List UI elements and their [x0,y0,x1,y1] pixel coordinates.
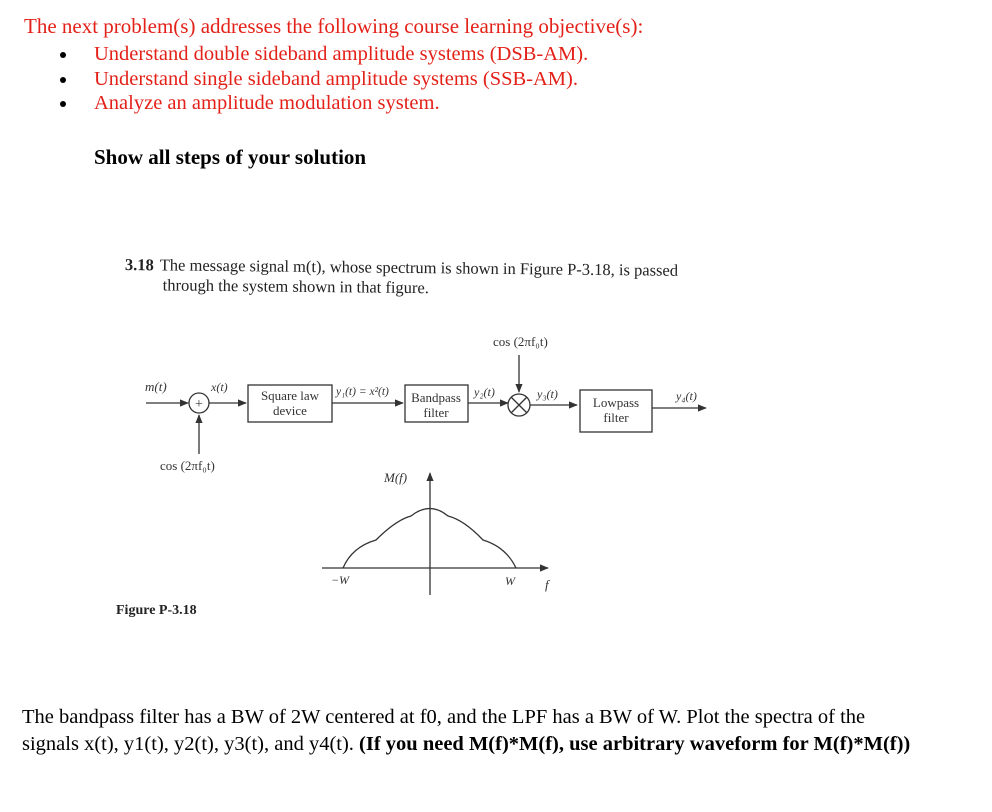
x-label: x(t) [211,380,228,394]
problem-line-1: The message signal m(t), whose spectrum is shown in Figure P-3.18, is passed [159,255,679,280]
task-text: The bandpass filter has a BW of 2W centered at f0, and the LPF has a BW of W. Plot the spectra of the signals x(t), y1(t), y2(t), y3(t), and y4(t). [22,706,866,755]
objective-item: Understand single sideband amplitude systems (SSB-AM). [60,67,588,92]
objective-item: Understand double sideband amplitude systems (DSB-AM). [60,42,588,67]
bottom-carrier-label: cos (2πf₀t) [160,458,215,473]
figure-caption: Figure P-3.18 [116,603,197,618]
y2-label: y₂(t) [474,385,495,399]
adder-symbol: + [195,397,203,412]
y3-label: y₃(t) [537,387,558,401]
spectrum-pos-w-label: W [505,574,515,588]
lowpass-label-2: filter [603,410,629,425]
instruction-heading: Show all steps of your solution [94,145,367,169]
bandpass-label-2: filter [423,405,449,420]
input-label: m(t) [145,379,167,394]
task-note: (If you need M(f)*M(f), use arbitrary waveform for M(f)*M(f)) [359,733,911,755]
spectrum-neg-w-label: −W [330,573,350,587]
square-law-label-1: Square law [260,388,320,403]
y4-label: y₄(t) [676,389,697,403]
problem-number: 3.18 [124,255,154,275]
problem-line-2: through the system shown in that figure. [162,275,430,298]
spectrum-title: M(f) [384,470,408,485]
lowpass-label-1: Lowpass [592,395,640,410]
task-description [22,704,922,758]
objective-item: Analyze an amplitude modulation system. [60,91,588,116]
bandpass-label-1: Bandpass [411,390,461,405]
y1-label: y₁(t) = x²(t) [336,386,389,398]
square-law-label-2: device [273,403,307,418]
objectives-intro: The next problem(s) addresses the following course learning objective(s): [24,14,644,38]
top-carrier-label: cos (2πf₀t) [493,334,548,349]
spectrum-f-label: f [545,577,549,592]
